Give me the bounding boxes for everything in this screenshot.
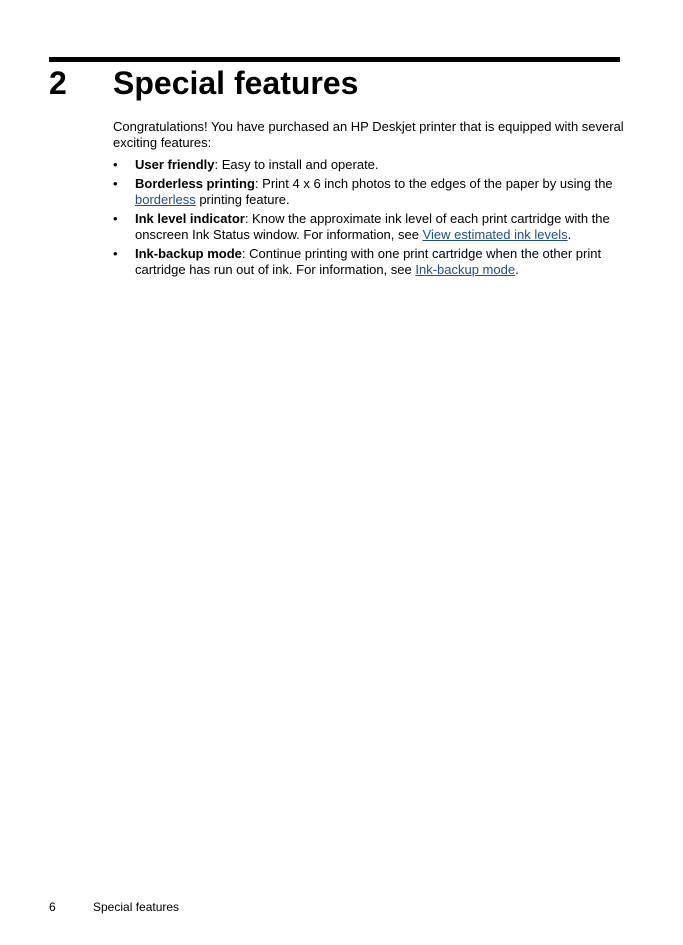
feature-item: [113, 246, 625, 278]
feature-text: : Continue printing with one print cartridge when the other print cartridge has run out of ink. For information, see: [135, 246, 602, 277]
feature-text-after: printing feature.: [195, 192, 290, 207]
feature-item: [113, 157, 625, 173]
feature-text-after: .: [515, 262, 519, 277]
chapter-body: [113, 119, 625, 281]
feature-term: Ink-backup mode: [135, 246, 242, 261]
feature-text: : Easy to install and operate.: [214, 157, 379, 172]
borderless-link[interactable]: borderless: [135, 192, 196, 207]
feature-item: [113, 211, 625, 243]
intro-paragraph: Congratulations! You have purchased an HP Deskjet printer that is equipped with several exciting features:: [113, 119, 624, 150]
feature-item: [113, 176, 625, 208]
bullet-icon: •: [113, 246, 118, 261]
ink-backup-mode-link[interactable]: Ink-backup mode: [415, 262, 516, 277]
feature-term: User friendly: [135, 157, 215, 172]
chapter-rule: [49, 57, 620, 62]
feature-term: Ink level indicator: [135, 211, 245, 226]
footer-page-number: 6: [49, 900, 56, 914]
footer-section-title: Special features: [93, 900, 180, 914]
feature-text: : Know the approximate ink level of each print cartridge with the onscreen Ink Status window. For information, see: [135, 211, 610, 242]
feature-term: Borderless printing: [135, 176, 255, 191]
bullet-icon: •: [113, 176, 118, 191]
chapter-number: 2: [49, 65, 67, 101]
feature-text-after: .: [567, 227, 572, 242]
bullet-icon: •: [113, 211, 118, 226]
chapter-title: Special features: [113, 65, 359, 101]
feature-text: : Print 4 x 6 inch photos to the edges of the paper by using the: [254, 176, 613, 191]
bullet-icon: •: [113, 157, 118, 172]
feature-list: [113, 157, 625, 278]
view-ink-levels-link[interactable]: View estimated ink levels: [422, 227, 568, 242]
